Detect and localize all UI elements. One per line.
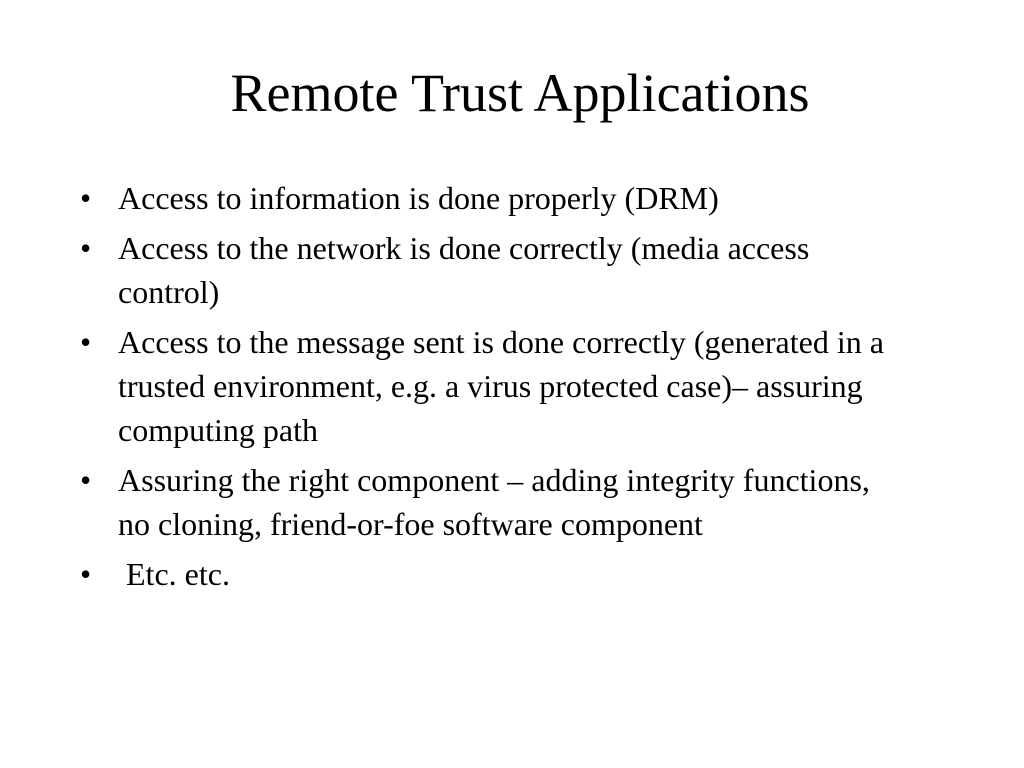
bullet-icon: •: [80, 556, 92, 592]
bullet-text: Access to the network is done correctly (media access control): [118, 230, 810, 310]
bullet-text: Etc. etc.: [126, 556, 230, 592]
bullet-text: Access to information is done properly (DRM): [118, 180, 719, 216]
bullet-icon: •: [80, 180, 92, 216]
bullet-icon: •: [80, 230, 92, 266]
bullet-text: Access to the message sent is done correctly (generated in a trusted environment, e.g. a virus protected case)– assuring computing path: [118, 324, 884, 448]
bullet-text: Assuring the right component – adding integrity functions, no cloning, friend-or-foe software component: [118, 462, 870, 542]
bullet-item-4: [76, 458, 896, 546]
bullet-item-5: [76, 552, 896, 596]
bullet-item-3: [76, 320, 896, 452]
slide-title: Remote Trust Applications: [230, 63, 810, 123]
bullet-list: [76, 176, 896, 602]
bullet-item-2: [76, 226, 896, 314]
bullet-icon: •: [80, 324, 92, 360]
bullet-icon: •: [80, 462, 92, 498]
bullet-item-1: [76, 176, 896, 220]
